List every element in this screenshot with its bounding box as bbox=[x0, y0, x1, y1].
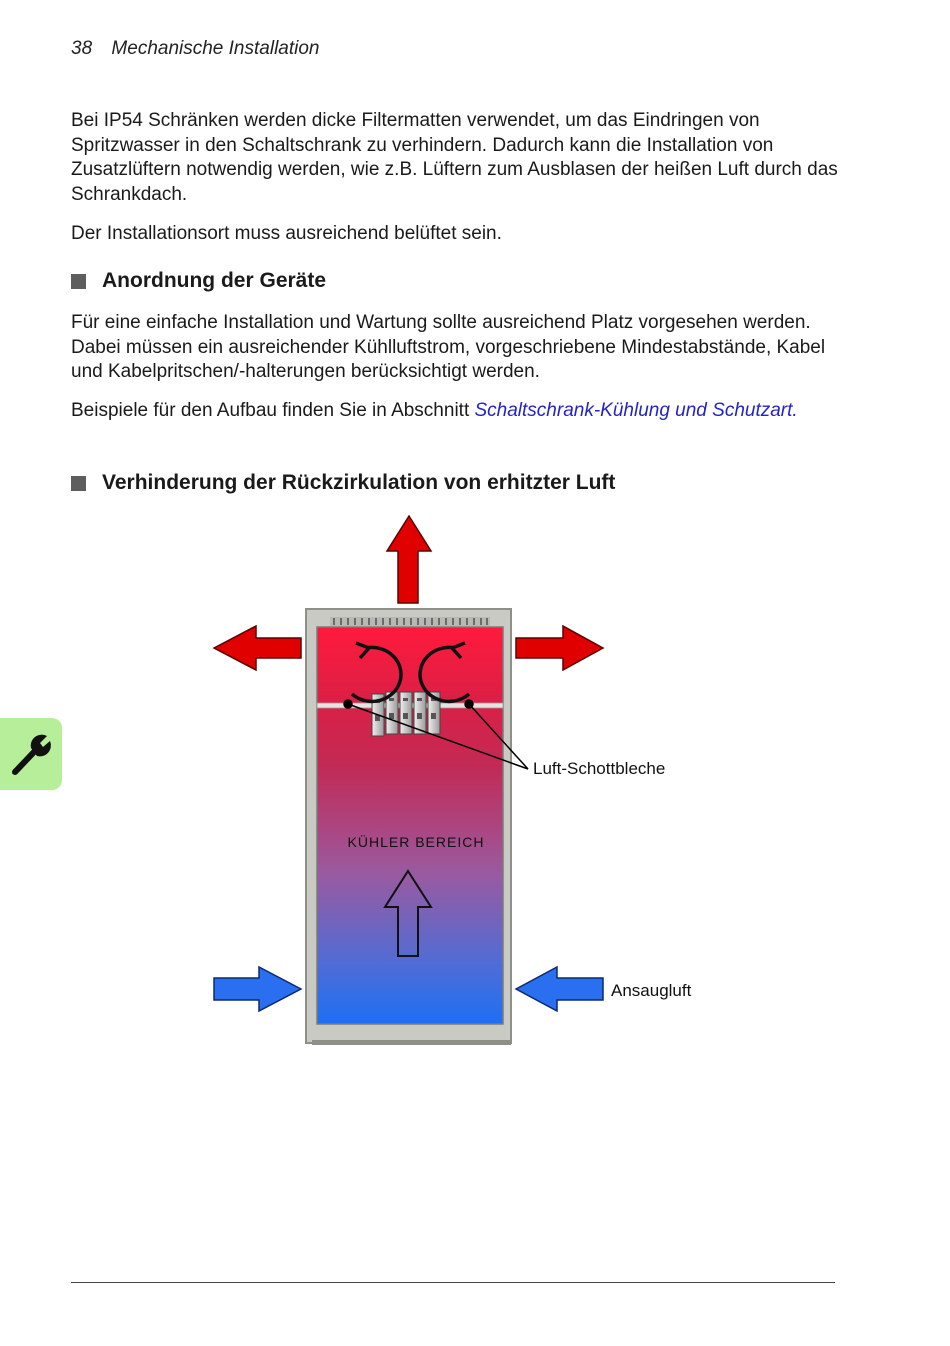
paragraph-filter-mats: Bei IP54 Schränken werden dicke Filtermatten verwendet, um das Eindringen von Spritzwasser in den Schaltschrank zu verhindern. Dadurch kann die Installation von Zusatzlüftern notwendig werden, wie z.B. Lüftern zum Ausblasen der heißen Luft durch das Schrankdach. bbox=[71, 110, 838, 205]
heading-arrangement: Anordnung der Geräte bbox=[71, 269, 326, 293]
heading-recirculation: Verhinderung der Rückzirkulation von erhitzter Luft bbox=[71, 471, 615, 495]
footer-rule bbox=[71, 1282, 835, 1283]
exhaust-right-arrow-icon bbox=[516, 626, 603, 670]
square-bullet-icon bbox=[71, 476, 86, 491]
intake-right-arrow-icon bbox=[516, 967, 603, 1011]
wrench-icon bbox=[7, 728, 55, 780]
roof-vent-grille bbox=[330, 617, 490, 626]
page-number: 38 bbox=[71, 38, 93, 59]
paragraph-ventilation: Der Installationsort muss ausreichend belüftet sein. bbox=[71, 223, 502, 244]
cabinet bbox=[306, 609, 511, 1045]
paragraph-installation-space: Für eine einfache Installation und Wartung sollte ausreichend Platz vorgesehen werden. Dabei müssen ein ausreichender Kühlluftstrom, vorgeschriebene Mindestabstände, Kabel und Kabelpritschen/-halterungen berücksichtigt werden. bbox=[71, 312, 826, 382]
square-bullet-icon bbox=[71, 274, 86, 289]
exhaust-up-arrow-icon bbox=[387, 516, 431, 603]
airflow-diagram bbox=[0, 500, 950, 1060]
label-cool-area: KÜHLER BEREICH bbox=[347, 834, 485, 850]
chapter-tab[interactable] bbox=[0, 718, 62, 790]
intake-left-arrow-icon bbox=[214, 967, 301, 1011]
cross-reference-link[interactable]: Schaltschrank-Kühlung und Schutzart bbox=[474, 400, 793, 421]
exhaust-left-arrow-icon bbox=[214, 626, 301, 670]
page-header bbox=[71, 38, 320, 60]
section-title: Mechanische Installation bbox=[111, 38, 320, 59]
paragraph-examples: Beispiele für den Aufbau finden Sie in Abschnitt Schaltschrank-Kühlung und Schutzart. bbox=[71, 400, 798, 421]
label-intake-air: Ansaugluft bbox=[611, 981, 692, 1000]
label-air-baffles: Luft-Schottbleche bbox=[533, 759, 666, 778]
